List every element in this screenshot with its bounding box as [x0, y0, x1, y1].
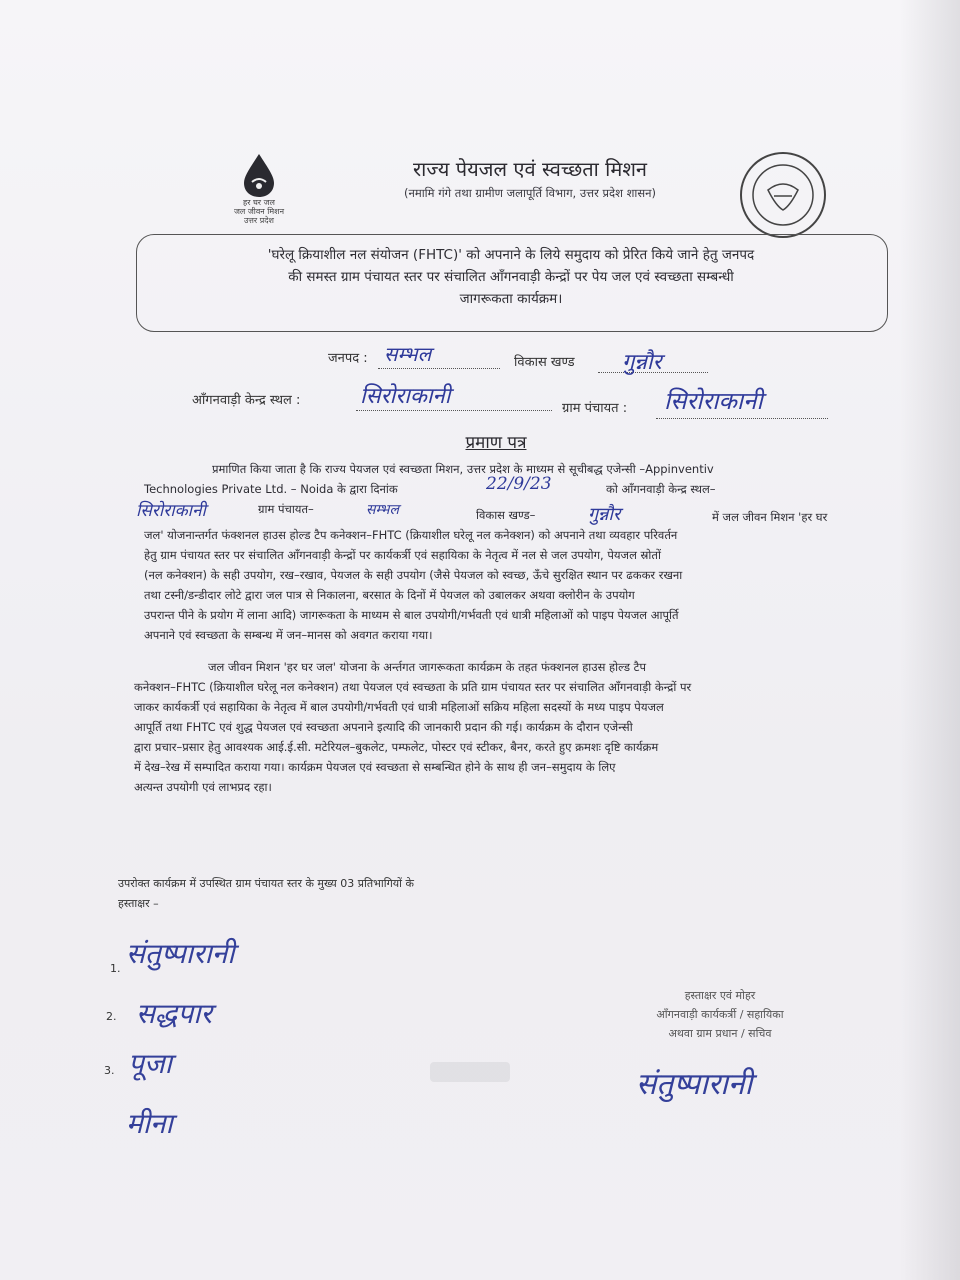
vikas-khand-value: गुन्नौर — [622, 350, 662, 375]
para2-line5: द्वारा प्रचार–प्रसार हेतु आवश्यक आई.ई.सी. मटेरियल–बुकलेट, पम्फलेट, पोस्टर एवं स्टीकर, बैनर, करते हुए क्रमशः दृष्टि कार्यक्रम — [134, 740, 659, 754]
janpad-label: जनपद : — [328, 351, 368, 366]
para2-line7: अत्यन्त उपयोगी एवं लाभप्रद रहा। — [134, 780, 272, 794]
programme-banner-text — [150, 244, 872, 310]
participant-signature-4: मीना — [126, 1107, 173, 1140]
para1-line5: हेतु ग्राम पंचायत स्तर पर संचालित आँगनवाड़ी केन्द्रों पर कार्यकर्त्री एवं सहायिका के नेतृत्व में नल से जल उपयोग, पेयजल स्रोतों — [144, 548, 661, 562]
participant-number-1: 1. — [110, 962, 121, 975]
up-government-seal — [738, 150, 828, 240]
banner-line-1: 'घरेलू क्रियाशील नल संयोजन (FHTC)' को अपनाने के लिये समुदाय को प्रेरित किये जाने हेतु जनपद — [267, 247, 755, 263]
para1-line2b: को आँगनवाड़ी केन्द्र स्थल– — [606, 482, 716, 496]
participants-intro-line2: हस्ताक्षर – — [118, 897, 159, 910]
faint-stamp-smudge — [430, 1062, 510, 1082]
para2-line2: कनेक्शन–FHTC (क्रियाशील घरेलू नल कनेक्शन) तथा पेयजल एवं स्वच्छता के प्रति ग्राम पंचायत स्तर पर संचालित आँगनवाड़ी केन्द्रों पर — [134, 680, 692, 694]
para1-line9: अपनाने एवं स्वच्छता के सम्बन्ध में जन–मानस को अवगत कराया गया। — [144, 628, 433, 642]
para1-line3c: में जल जीवन मिशन 'हर घर — [712, 510, 828, 524]
participants-intro-line1: उपरोक्त कार्यक्रम में उपस्थित ग्राम पंचायत स्तर के मुख्य 03 प्रतिभागियों के — [118, 877, 414, 890]
janpad-line — [378, 368, 500, 369]
para1-block-value: गुन्नौर — [588, 504, 621, 525]
para1-line2a: Technologies Private Ltd. – Noida के द्वारा दिनांक — [144, 482, 398, 496]
para1-place-value: सिरोराकानी — [136, 501, 206, 521]
participant-signature-2: सद्धपार — [136, 997, 212, 1030]
para2-line4: आपूर्ति तथा FHTC एवं शुद्ध पेयजल एवं स्वच्छता अपनाने इत्यादि की जानकारी प्रदान की गई। कार्यक्रम के दौरान एजेन्सी — [134, 720, 633, 734]
logo-caption-1: हर घर जल — [243, 198, 275, 207]
org-title: राज्य पेयजल एवं स्वच्छता मिशन — [412, 157, 648, 181]
para2-line3: जाकर कार्यकर्त्री एवं सहायिका के नेतृत्व में बाल उपयोगी/गर्भवती एवं धात्री महिलाओं सक्रिय महिला सदस्यों के मध्य पाइप पेयजल — [134, 700, 664, 714]
para1-line1: प्रमाणित किया जाता है कि राज्य पेयजल एवं स्वच्छता मिशन, उत्तर प्रदेश के माध्यम से सूचीबद्ध एजेन्सी –Appinventiv — [212, 462, 714, 476]
participant-number-2: 2. — [106, 1010, 117, 1023]
participant-number-3: 3. — [104, 1064, 115, 1077]
anganwadi-label: आँगनवाड़ी केन्द्र स्थल : — [192, 393, 301, 408]
attestation-line1: हस्ताक्षर एवं मोहर — [684, 989, 756, 1002]
para2-line6: में देख–रेख में सम्पादित कराया गया। कार्यक्रम पेयजल एवं स्वच्छता से सम्बन्धित होने के साथ ही जन–समुदाय के लिए — [134, 760, 616, 774]
attestation-line2: आँगनवाड़ी कार्यकर्त्री / सहायिका — [656, 1008, 784, 1021]
para1-line7: तथा टस्नी/डन्डीदार लोटे द्वारा जल पात्र से निकालना, बरसात के दिनों में पेयजल को उबालकर अथवा क्लोरीन के उपयोग — [144, 588, 635, 602]
attestation-signature: संतुष्पारानी — [636, 1067, 753, 1102]
participant-signature-1: संतुष्पारानी — [126, 937, 235, 970]
org-subtitle: (नमामि गंगे तथा ग्रामीण जलापूर्ति विभाग, उत्तर प्रदेश शासन) — [403, 186, 657, 200]
gram-panchayat-label: ग्राम पंचायत : — [562, 401, 628, 416]
logo-caption-2: जल जीवन मिशन — [233, 207, 285, 216]
anganwadi-value: सिरोराकानी — [360, 384, 451, 409]
para1-line4: जल' योजनान्तर्गत फंक्शनल हाउस होल्ड टैप कनेक्शन–FHTC (क्रियाशील घरेलू नल कनेक्शन) को अपनाने तथा व्यवहार परिवर्तन — [144, 528, 678, 542]
gram-panchayat-line — [656, 418, 828, 419]
participant-signature-3: पूजा — [128, 1047, 172, 1080]
date-value: 22/9/23 — [486, 474, 552, 494]
para1-line3b: विकास खण्ड– — [476, 508, 536, 522]
banner-line-3: जागरूकता कार्यक्रम। — [459, 291, 563, 307]
logo-caption-3: उत्तर प्रदेश — [244, 216, 274, 225]
attestation-line3: अथवा ग्राम प्रधान / सचिव — [668, 1027, 772, 1040]
para1-line8: उपरान्त पीने के प्रयोग में लाना आदि) जागरूकता के माध्यम से बाल उपयोगी/गर्भवती एवं धात्री महिलाओं को पाइप पेयजल आपूर्ति — [144, 608, 679, 622]
para1-district-value: सम्भल — [366, 502, 399, 518]
para1-line3a: ग्राम पंचायत– — [258, 502, 314, 516]
vikas-khand-label: विकास खण्ड — [514, 355, 575, 370]
gram-panchayat-value: सिरोराकानी — [664, 387, 763, 415]
banner-line-2: की समस्त ग्राम पंचायत स्तर पर संचालित आँगनवाड़ी केन्द्रों पर पेय जल एवं स्वच्छता सम्बन्धी — [288, 269, 734, 285]
para2-line1: जल जीवन मिशन 'हर घर जल' योजना के अर्न्तगत जागरूकता कार्यक्रम के तहत फंक्शनल हाउस होल्ड टैप — [208, 660, 646, 674]
para1-line6: (नल कनेक्शन) के सही उपयोग, रख–रखाव, पेयजल के सही उपयोग (जैसे पेयजल को स्वच्छ, ऊँचे सुरक्षित स्थान पर ढककर रखना — [144, 568, 683, 582]
anganwadi-line — [356, 410, 552, 411]
jal-jeevan-mission-logo — [226, 152, 292, 225]
certificate-title: प्रमाण पत्र — [465, 433, 527, 453]
janpad-value: सम्भल — [384, 342, 432, 366]
attestation-text — [600, 986, 840, 1043]
